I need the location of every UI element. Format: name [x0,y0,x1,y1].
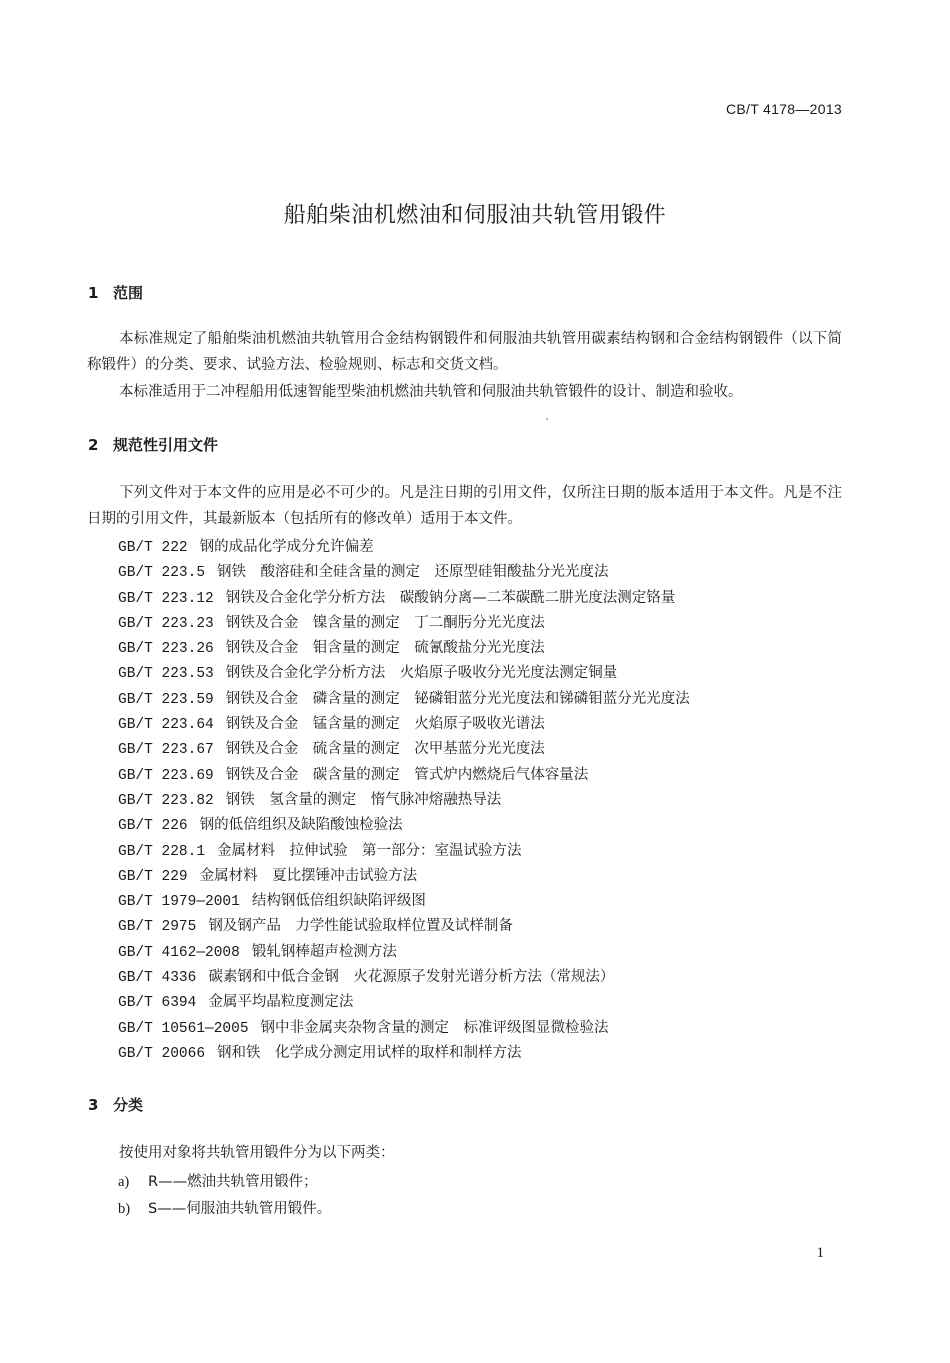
reference-code: GB/T 223.69 [118,767,214,784]
reference-code: GB/T 226 [118,818,188,835]
reference-title: 金属平均晶粒度测定法 [208,994,354,1011]
classification-list [118,1170,331,1224]
reference-item [118,1016,690,1041]
reference-title: 碳素钢和中低合金钢 火花源原子发射光谱分析方法（常规法） [208,969,615,986]
reference-item [118,737,690,762]
reference-item [118,914,690,939]
reference-code: GB/T 4336 [118,970,197,987]
reference-item [118,687,690,712]
section-number: 2 [88,436,99,454]
document-title: 船舶柴油机燃油和伺服油共轨管用锻件 [283,203,667,228]
reference-code: GB/T 223.12 [118,590,214,607]
section-title: 规范性引用文件 [113,436,219,454]
section-3-heading [88,1094,143,1115]
section-1-heading [88,282,143,303]
reference-item [118,661,690,686]
reference-code: GB/T 6394 [118,995,197,1012]
reference-title: 钢的成品化学成分允许偏差 [199,539,374,555]
reference-code: GB/T 223.82 [118,792,214,809]
reference-title: 钢及钢产品 力学性能试验取样位置及试样制备 [208,918,513,935]
reference-code: GB/T 223.59 [118,691,214,708]
reference-item [118,1041,690,1066]
reference-code: GB/T 223.53 [118,666,214,683]
list-item [118,1170,331,1197]
reference-code: GB/T 1979—2001 [118,894,240,911]
reference-title: 钢铁及合金 镍含量的测定 丁二酮肟分光光度法 [225,614,545,631]
reference-item [118,813,690,838]
reference-title: 钢铁 酸溶硅和全硅含量的测定 还原型硅钼酸盐分光光度法 [217,564,609,581]
reference-item [118,586,690,611]
reference-code: GB/T 10561—2005 [118,1020,249,1037]
reference-item [118,712,690,737]
reference-code: GB/T 229 [118,868,188,885]
reference-code: GB/T 223.26 [118,641,214,658]
scan-speck [546,418,548,420]
list-item-text: R——燃油共轨管用锻件； [148,1174,318,1190]
reference-title: 钢铁及合金 钼含量的测定 硫氰酸盐分光光度法 [225,640,545,657]
reference-item [118,940,690,965]
reference-title: 钢铁 氢含量的测定 惰气脉冲熔融热导法 [225,791,502,808]
page-number: 1 [816,1245,824,1261]
reference-list [118,535,690,1066]
section-number: 1 [88,284,99,302]
reference-title: 金属材料 夏比摆锤冲击试验方法 [199,867,418,884]
reference-code: GB/T 222 [118,540,188,556]
reference-item [118,965,690,990]
reference-title: 钢铁及合金化学分析方法 火焰原子吸收分光光度法测定铜量 [225,665,618,682]
reference-title: 钢中非金属夹杂物含量的测定 标准评级图显微检验法 [260,1019,609,1036]
reference-item [118,889,690,914]
reference-item [118,990,690,1015]
reference-title: 钢铁及合金化学分析方法 碳酸钠分离—二苯碳酰二肼光度法测定铬量 [225,589,676,606]
reference-code: GB/T 20066 [118,1045,206,1062]
reference-title: 钢的低倍组织及缺陷酸蚀检验法 [199,817,403,834]
reference-title: 钢铁及合金 硫含量的测定 次甲基蓝分光光度法 [225,741,545,758]
section-3-intro: 按使用对象将共轨管用锻件分为以下两类： [119,1145,395,1161]
reference-item [118,560,690,585]
standard-code: CB/T 4178—2013 [725,101,842,117]
reference-code: GB/T 223.5 [118,565,206,582]
reference-title: 钢和铁 化学成分测定用试样的取样和制样方法 [217,1044,522,1061]
list-item [118,1197,331,1224]
reference-code: GB/T 223.23 [118,615,214,632]
section-2-intro: 下列文件对于本文件的应用是必不可少的。凡是注日期的引用文件，仅所注日期的版本适用于本文件。凡是不注日期的引用文件，其最新版本（包括所有的修改单）适用于本文件。 [87,485,842,527]
list-marker: b) [118,1201,131,1217]
reference-item [118,788,690,813]
reference-item [118,763,690,788]
reference-title: 锻轧钢棒超声检测方法 [251,943,397,960]
section-1-paragraph-2: 本标准适用于二冲程船用低速智能型柴油机燃油共轨管和伺服油共轨管锻件的设计、制造和验收。 [119,384,743,400]
reference-item [118,839,690,864]
list-marker: a) [118,1174,130,1190]
section-title: 范围 [113,284,144,302]
reference-item [118,535,690,560]
reference-code: GB/T 2975 [118,919,197,936]
reference-title: 金属材料 拉伸试验 第一部分：室温试验方法 [217,842,522,859]
reference-code: GB/T 223.67 [118,742,214,759]
section-2-heading [88,434,218,455]
reference-code: GB/T 228.1 [118,843,206,860]
reference-item [118,611,690,636]
reference-code: GB/T 223.64 [118,717,214,734]
reference-title: 钢铁及合金 锰含量的测定 火焰原子吸收光谱法 [225,716,545,733]
reference-title: 钢铁及合金 碳含量的测定 管式炉内燃烧后气体容量法 [225,766,589,783]
reference-title: 钢铁及合金 磷含量的测定 铋磷钼蓝分光光度法和锑磷钼蓝分光光度法 [225,690,690,707]
section-number: 3 [88,1096,99,1114]
list-item-text: S——伺服油共轨管用锻件。 [148,1201,332,1217]
reference-title: 结构钢低倍组织缺陷评级图 [251,893,426,910]
reference-item [118,864,690,889]
section-title: 分类 [113,1096,144,1114]
section-1-paragraph-1: 本标准规定了船舶柴油机燃油共轨管用合金结构钢锻件和伺服油共轨管用碳素结构钢和合金结构钢锻件（以下简称锻件）的分类、要求、试验方法、检验规则、标志和交货文档。 [87,331,842,373]
reference-code: GB/T 4162—2008 [118,944,240,961]
reference-item [118,636,690,661]
